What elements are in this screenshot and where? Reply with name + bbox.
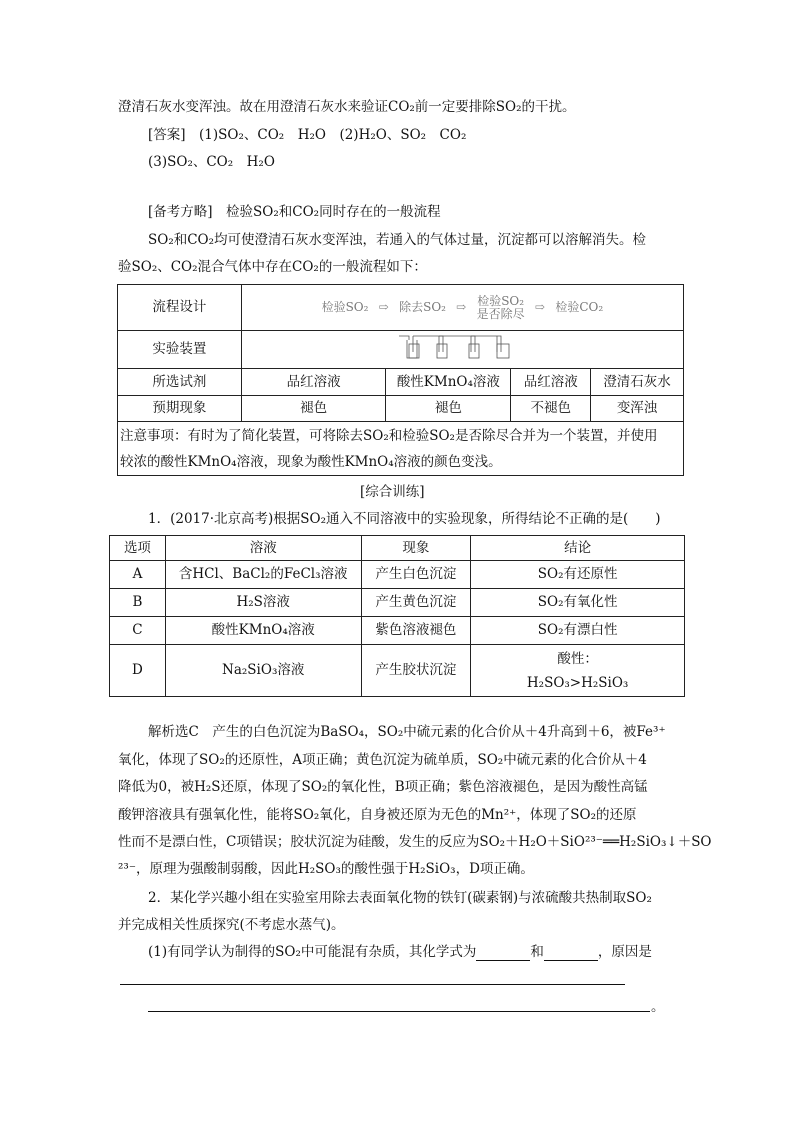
q1-conclusion xyxy=(471,645,685,697)
q1-phenomenon: 产生白色沉淀 xyxy=(361,561,471,589)
apparatus-diagram xyxy=(241,331,683,369)
q1-header-solution: 溶液 xyxy=(165,536,361,561)
q1-phenomenon: 紫色溶液褪色 xyxy=(361,617,471,645)
flow-arrow-icon: ⇨ xyxy=(534,300,546,314)
flow-steps xyxy=(241,285,683,331)
flow-step-3b: 是否除尽 xyxy=(476,306,525,321)
reagent-4: 澄清石灰水 xyxy=(591,369,684,396)
flow-design-label: 流程设计 xyxy=(118,285,242,331)
analysis-line-1: 解析选C 产生的白色沉淀为BaSO₄，SO₂中硫元素的化合价从＋4升高到＋6，被Fe³⁺ xyxy=(148,724,666,740)
q1-conclusion-part-2: H₂SO₃>H₂SiO₃ xyxy=(526,674,629,691)
q1-phenomenon: 产生黄色沉淀 xyxy=(361,589,471,617)
q2-end: 。 xyxy=(651,999,665,1015)
intro-line: 澄清石灰水变浑浊。故在用澄清石灰水来验证CO₂前一定要排除SO₂的干扰。 xyxy=(118,99,576,115)
q2-line-1: 2．某化学兴趣小组在实验室用除去表面氧化物的铁钉(碳素钢)与浓硫酸共热制取SO₂ xyxy=(148,890,652,906)
reagent-3: 品红溶液 xyxy=(511,369,591,396)
q1-option: B xyxy=(110,589,166,617)
flow-arrow-icon: ⇨ xyxy=(456,300,467,314)
answer-line-blank-1[interactable] xyxy=(120,984,625,985)
answer-blank-2[interactable] xyxy=(544,946,598,961)
answer-blank-1[interactable] xyxy=(476,946,530,961)
apparatus-icon xyxy=(397,332,527,362)
q1-stem: 1．(2017·北京高考)根据SO₂通入不同溶液中的实验现象，所得结论不正确的是( ) xyxy=(148,511,661,527)
flow-reagent-label: 所选试剂 xyxy=(118,369,242,396)
q1-conclusion-part-1: 酸性： xyxy=(557,650,598,667)
analysis-line-4: 酸钾溶液具有强氧化性，能将SO₂氧化，自身被还原为无色的Mn²⁺，体现了SO₂的还原 xyxy=(118,807,637,823)
phenomenon-2: 褪色 xyxy=(386,396,511,422)
phenomenon-3: 不褪色 xyxy=(511,396,591,422)
flow-phenomenon-label: 预期现象 xyxy=(118,396,242,422)
flow-step-4: 检验CO₂ xyxy=(555,300,604,314)
q1-header-option: 选项 xyxy=(110,536,166,561)
table-row xyxy=(110,561,685,589)
q1-table xyxy=(109,535,685,697)
q2-line-3a: (1)有同学认为制得的SO₂中可能混有杂质，其化学式为 xyxy=(148,944,477,960)
flow-table xyxy=(117,284,684,476)
flow-device-label: 实验装置 xyxy=(118,331,242,369)
q1-conclusion: SO₂有氧化性 xyxy=(471,589,685,617)
section-title: [综合训练] xyxy=(360,484,425,500)
strategy-p1: SO₂和CO₂均可使澄清石灰水变浑浊，若通入的气体过量，沉淀都可以溶解消失。检 xyxy=(148,232,647,248)
analysis-line-2: 氧化，体现了SO₂的还原性，A项正确；黄色沉淀为硫单质，SO₂中硫元素的化合价从＋4 xyxy=(118,752,647,768)
flow-step-1: 检验SO₂ xyxy=(321,300,369,314)
answer-line-2: (3)SO₂、CO₂ H₂O xyxy=(148,154,275,170)
q2-line-3c: ，原因是 xyxy=(597,944,652,960)
q2-line-3b: 和 xyxy=(530,944,544,960)
table-row xyxy=(110,617,685,645)
flow-arrow-icon: ⇨ xyxy=(378,300,389,314)
flow-step-3a: 检验SO₂ xyxy=(477,293,525,308)
flow-step-2: 除去SO₂ xyxy=(399,300,446,314)
q1-option: A xyxy=(110,561,166,589)
answer-line-1: [答案] (1)SO₂、CO₂ H₂O (2)H₂O、SO₂ CO₂ xyxy=(148,127,467,143)
answer-line-blank-2[interactable] xyxy=(148,1011,650,1012)
q1-header-conclusion: 结论 xyxy=(471,536,685,561)
q1-solution: 酸性KMnO₄溶液 xyxy=(165,617,361,645)
flow-note-line-1: 注意事项：有时为了简化装置，可将除去SO₂和检验SO₂是否除尽合并为一个装置，并使用 xyxy=(120,427,658,444)
analysis-line-5: 性而不是漂白性，C项错误；胶状沉淀为硅酸，发生的反应为SO₂＋H₂O＋SiO²³⁻══H₂SiO₃↓＋SO xyxy=(118,834,712,850)
strategy-title: [备考方略] 检验SO₂和CO₂同时存在的一般流程 xyxy=(148,204,441,220)
phenomenon-1: 褪色 xyxy=(241,396,386,422)
table-row xyxy=(110,589,685,617)
q1-conclusion: SO₂有漂白性 xyxy=(471,617,685,645)
flow-note-line-2: 较浓的酸性KMnO₄溶液，现象为酸性KMnO₄溶液的颜色变浅。 xyxy=(120,453,502,470)
flow-note xyxy=(118,422,684,476)
q1-header-phenomenon: 现象 xyxy=(361,536,471,561)
flow-step-3 xyxy=(477,295,525,321)
reagent-1: 品红溶液 xyxy=(241,369,386,396)
q1-solution: H₂S溶液 xyxy=(165,589,361,617)
q2-line-3 xyxy=(148,943,652,961)
q1-option: D xyxy=(110,645,166,697)
q1-conclusion: SO₂有还原性 xyxy=(471,561,685,589)
strategy-p2: 验SO₂、CO₂混合气体中存在CO₂的一般流程如下： xyxy=(118,259,427,275)
analysis-line-3: 降低为0，被H₂S还原，体现了SO₂的氧化性，B项正确；紫色溶液褪色，是因为酸性高锰 xyxy=(118,779,648,795)
phenomenon-4: 变浑浊 xyxy=(591,396,684,422)
q1-solution: 含HCl、BaCl₂的FeCl₃溶液 xyxy=(165,561,361,589)
q1-phenomenon: 产生胶状沉淀 xyxy=(361,645,471,697)
analysis-line-6: ²³⁻，原理为强酸制弱酸，因此H₂SO₃的酸性强于H₂SiO₃，D项正确。 xyxy=(118,861,534,877)
table-row xyxy=(110,645,685,697)
q2-line-2: 并完成相关性质探究(不考虑水蒸气)。 xyxy=(118,917,345,933)
q1-option: C xyxy=(110,617,166,645)
reagent-2: 酸性KMnO₄溶液 xyxy=(386,369,511,396)
q1-solution: Na₂SiO₃溶液 xyxy=(165,645,361,697)
